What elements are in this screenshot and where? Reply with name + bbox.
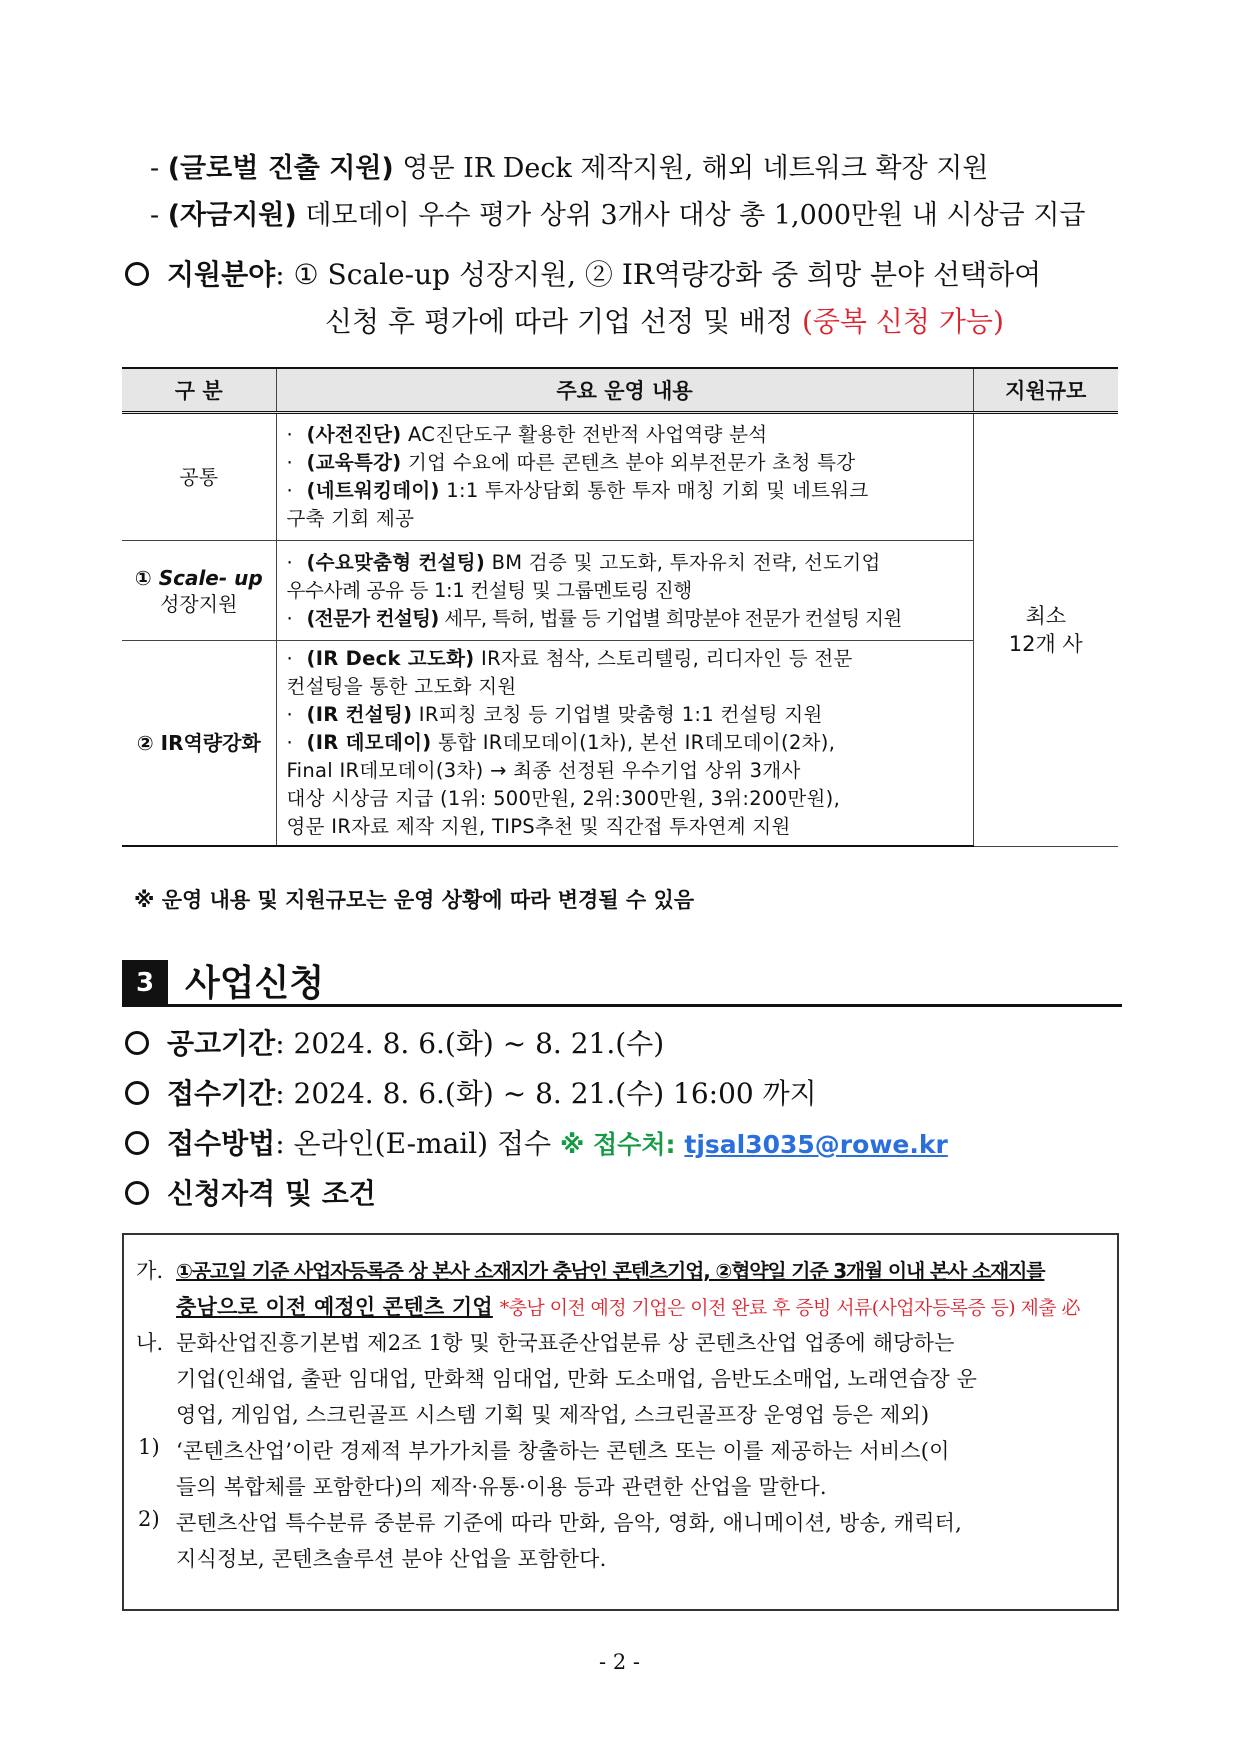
list-item-cont: 컨설팅을 통한 고도화 지원 bbox=[286, 675, 517, 698]
table-row bbox=[122, 413, 1118, 541]
list-item: · (사전진단) AC진단도구 활용한 전반적 사업역량 분석 bbox=[286, 423, 768, 446]
list-item: · (수요맞춤형 컨설팅) BM 검증 및 고도화, 투자유치 전략, 선도기업 bbox=[286, 550, 881, 574]
row-content bbox=[276, 413, 973, 541]
item-mark: 2) bbox=[138, 1507, 160, 1531]
bullet-circle-icon bbox=[125, 1031, 149, 1055]
receipt-contact-label: ※ 접수처: bbox=[560, 1130, 676, 1159]
list-item: · (IR Deck 고도화) IR자료 첨삭, 스토리텔링, 리디자인 등 전문 bbox=[286, 647, 853, 670]
qualification-box bbox=[122, 1233, 1119, 1611]
page-number: - 2 - bbox=[599, 1650, 640, 1674]
table-row bbox=[122, 641, 1118, 847]
category-scaleup: ① Scale- up 성장지원 bbox=[122, 541, 276, 641]
s1-line1: ‘콘텐츠산업’이란 경제적 부가가치를 창출하는 콘텐츠 또는 이를 제공하는 서비스(이 bbox=[176, 1439, 950, 1463]
bullet-circle-icon bbox=[125, 1131, 149, 1155]
support-field-text: : ① Scale-up 성장지원, ② IR역량강화 중 희망 분야 선택하여 bbox=[275, 258, 1042, 291]
section-title: 사업신청 bbox=[185, 963, 325, 1004]
list-item-cont: 우수사례 공유 등 1:1 컨설팅 및 그룹멘토링 진행 bbox=[286, 578, 692, 602]
support-item-fund: - (자금지원) 데모데이 우수 평가 상위 3개사 대상 총 1,000만원 내 시상금 지급 bbox=[150, 200, 1086, 231]
ga-line1: ①공고일 기준 사업자등록증 상 본사 소재지가 충남인 콘텐츠기업, ②협약일 기준 3개월 이내 본사 소재지를 bbox=[176, 1259, 1045, 1283]
list-item: · (IR 컨설팅) IR피칭 코칭 등 기업별 맞춤형 1:1 컨설팅 지원 bbox=[286, 703, 823, 726]
support-field-cont bbox=[325, 300, 1004, 340]
item-mark: 나. bbox=[136, 1331, 164, 1355]
support-table bbox=[122, 367, 1118, 847]
announce-period: 공고기간: 2024. 8. 6.(화) ~ 8. 21.(수) bbox=[125, 1022, 664, 1062]
na-line3: 영업, 게임업, 스크린골프 시스템 기획 및 제작업, 스크린골프장 운영업 등은 제외) bbox=[176, 1403, 930, 1427]
s2-line2: 지식정보, 콘텐츠솔루션 분야 산업을 포함한다. bbox=[176, 1547, 607, 1571]
list-item: · (전문가 컨설팅) 세무, 특허, 법률 등 기업별 희망분야 전문가 컨설팅 지원 bbox=[286, 606, 902, 630]
list-item: · (IR 데모데이) 통합 IR데모데이(1차), 본선 IR데모데이(2차), bbox=[286, 731, 836, 754]
duplicate-note: (중복 신청 가능) bbox=[801, 305, 1004, 338]
list-item-cont: 구축 기회 제공 bbox=[286, 507, 415, 530]
support-item-text: 데모데이 우수 평가 상위 3개사 대상 총 1,000만원 내 시상금 지급 bbox=[305, 200, 1086, 231]
bullet-circle-icon bbox=[125, 262, 149, 286]
scale-count: 12개 사 bbox=[1008, 631, 1083, 656]
support-field-label: 지원분야 bbox=[167, 258, 276, 291]
receipt-period: 접수기간: 2024. 8. 6.(화) ~ 8. 21.(수) 16:00 까지 bbox=[125, 1072, 817, 1112]
category-common: 공통 bbox=[122, 413, 276, 541]
scale-min: 최소 bbox=[1025, 603, 1067, 628]
table-row bbox=[122, 541, 1118, 641]
bullet-circle-icon bbox=[125, 1081, 149, 1105]
support-field bbox=[125, 253, 1041, 293]
list-item-cont: Final IR데모데이(3차) → 최종 선정된 우수기업 상위 3개사 bbox=[286, 759, 801, 782]
category-ir: ② IR역량강화 bbox=[122, 641, 276, 847]
ga-red-note: *충남 이전 예정 기업은 이전 완료 후 증빙 서류(사업자등록증 등) 제출 必 bbox=[499, 1297, 1080, 1319]
support-field-text2: 신청 후 평가에 따라 기업 선정 및 배정 bbox=[325, 305, 794, 338]
bullet-circle-icon bbox=[125, 1181, 149, 1205]
item-mark: 1) bbox=[138, 1435, 160, 1459]
receipt-method: 접수방법: 온라인(E-mail) 접수 ※ 접수처: tjsal3035@rowe.kr bbox=[125, 1122, 948, 1162]
header-category: 구 분 bbox=[122, 368, 276, 413]
row-content bbox=[276, 541, 973, 641]
na-line1: 문화산업진흥기본법 제2조 1항 및 한국표준산업분류 상 콘텐츠산업 업종에 해당하는 bbox=[176, 1331, 955, 1355]
ga-line2: 충남으로 이전 예정인 콘텐츠 기업 *충남 이전 예정 기업은 이전 완료 후 증빙 서류(사업자등록증 등) 제출 必 bbox=[176, 1295, 1080, 1319]
list-item: · (네트워킹데이) 1:1 투자상담회 통한 투자 매칭 기회 및 네트워크 bbox=[286, 479, 869, 502]
section-divider bbox=[122, 1004, 1122, 1007]
section-number: 3 bbox=[122, 960, 168, 1006]
support-item-label: (글로벌 진출 지원) bbox=[167, 153, 394, 184]
header-scale: 지원규모 bbox=[973, 368, 1118, 413]
support-item-label: (자금지원) bbox=[167, 200, 297, 231]
list-item-cont: 대상 시상금 지급 (1위: 500만원, 2위:300만원, 3위:200만원), bbox=[286, 787, 841, 810]
na-line2: 기업(인쇄업, 출판 임대업, 만화책 임대업, 만화 도소매업, 음반도소매업, 노래연습장 운 bbox=[176, 1367, 978, 1391]
support-item-global: - (글로벌 진출 지원) 영문 IR Deck 제작지원, 해외 네트워크 확장 지원 bbox=[150, 153, 989, 184]
s1-line2: 들의 복합체를 포함한다)의 제작·유통·이용 등과 관련한 산업을 말한다. bbox=[176, 1475, 827, 1499]
scale-cell bbox=[973, 413, 1118, 847]
header-content: 주요 운영 내용 bbox=[276, 368, 973, 413]
item-mark: 가. bbox=[136, 1259, 164, 1283]
list-item: · (교육특강) 기업 수요에 따른 콘텐츠 분야 외부전문가 초청 특강 bbox=[286, 451, 856, 474]
operation-note: ※ 운영 내용 및 지원규모는 운영 상황에 따라 변경될 수 있음 bbox=[134, 888, 695, 912]
s2-line1: 콘텐츠산업 특수분류 중분류 기준에 따라 만화, 음악, 영화, 애니메이션, 방송, 캐릭터, bbox=[176, 1511, 963, 1535]
support-item-text: 영문 IR Deck 제작지원, 해외 네트워크 확장 지원 bbox=[402, 153, 989, 184]
qualification: 신청자격 및 조건 bbox=[125, 1172, 376, 1212]
row-content bbox=[276, 641, 973, 847]
receipt-email-link[interactable]: tjsal3035@rowe.kr bbox=[684, 1130, 948, 1159]
list-item-cont: 영문 IR자료 제작 지원, TIPS추천 및 직간접 투자연계 지원 bbox=[286, 815, 791, 838]
